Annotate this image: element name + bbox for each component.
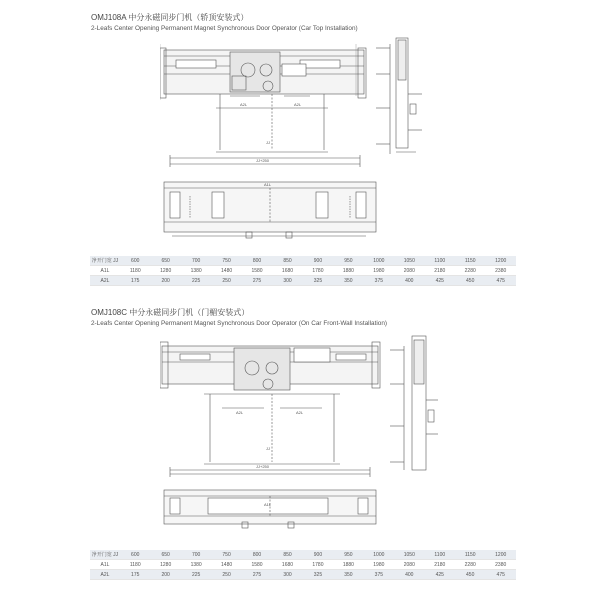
table-cell: 1580 [242, 266, 272, 276]
table-cell: 1180 [120, 266, 150, 276]
table-cell: 600 [120, 550, 150, 560]
section-1-side-view-drawing [368, 34, 424, 164]
section-2-jj-label: JJ [266, 446, 270, 451]
section-2-top-view-drawing [160, 486, 382, 532]
table-cell: 325 [303, 570, 333, 580]
table-cell: 175 [120, 276, 150, 286]
table-cell: 275 [242, 570, 272, 580]
section-2-a2l-left: A2L [236, 410, 244, 415]
table-cell: 350 [333, 276, 363, 286]
table-cell: 2380 [485, 560, 516, 570]
section-1-jj-label: JJ [266, 140, 270, 145]
section-1-gap-label: JJ+250 [256, 158, 270, 163]
table-cell: 425 [425, 570, 455, 580]
table-cell: 1980 [364, 560, 394, 570]
section-2-side-view-drawing [384, 330, 440, 480]
table-cell: 200 [150, 570, 180, 580]
table-cell: 2280 [455, 560, 485, 570]
table-cell: 800 [242, 256, 272, 266]
table-cell: 300 [272, 570, 302, 580]
table-cell: 1480 [211, 560, 241, 570]
table-cell: 1880 [333, 560, 363, 570]
table-cell: 475 [485, 276, 516, 286]
section-1-top-view-drawing [160, 178, 382, 242]
table-cell: 1000 [364, 550, 394, 560]
section-1-a1l-label: A1L [264, 182, 272, 187]
table-cell: 850 [272, 256, 302, 266]
table-cell: 200 [150, 276, 180, 286]
table-cell: 1780 [303, 266, 333, 276]
table-cell: 250 [211, 570, 241, 580]
table-cell: 1200 [485, 550, 516, 560]
table-cell: 300 [272, 276, 302, 286]
table-cell: 1000 [364, 256, 394, 266]
table-cell: 1050 [394, 550, 424, 560]
section-2-gap-label: JJ+250 [256, 464, 270, 469]
section-1-spec-table [90, 256, 516, 286]
table-cell: 2380 [485, 266, 516, 276]
table-cell: 700 [181, 550, 211, 560]
table-row [90, 266, 516, 276]
table-cell: 400 [394, 570, 424, 580]
table-cell: 950 [333, 256, 363, 266]
row-label: 净开门宽 JJ [91, 258, 119, 264]
row-label: A2L [90, 570, 120, 580]
table-cell: 450 [455, 276, 485, 286]
section-2-a2l-right: A2L [296, 410, 304, 415]
row-label: A2L [90, 276, 120, 286]
section-2-spec-table [90, 550, 516, 580]
table-cell: 1480 [211, 266, 241, 276]
table-cell: 475 [485, 570, 516, 580]
table-cell: 1100 [425, 550, 455, 560]
section-1-a2l-left: A2L [240, 102, 248, 107]
table-cell: 950 [333, 550, 363, 560]
table-cell: 1380 [181, 266, 211, 276]
section-1-front-view-drawing [160, 40, 370, 170]
table-cell: 1280 [150, 560, 180, 570]
table-cell: 225 [181, 276, 211, 286]
table-cell: 1150 [455, 256, 485, 266]
table-cell: 375 [364, 276, 394, 286]
table-cell: 425 [425, 276, 455, 286]
table-row [90, 550, 516, 560]
table-cell: 1050 [394, 256, 424, 266]
table-cell: 1680 [272, 560, 302, 570]
table-row [90, 560, 516, 570]
table-cell: 2180 [425, 560, 455, 570]
table-cell: 600 [120, 256, 150, 266]
table-cell: 1680 [272, 266, 302, 276]
row-label: A1L [90, 266, 120, 276]
table-cell: 400 [394, 276, 424, 286]
table-cell: 450 [455, 570, 485, 580]
table-cell: 175 [120, 570, 150, 580]
table-cell: 1780 [303, 560, 333, 570]
section-2-title: OMJ108C 中分永磁同步门机（门楣安装式） [91, 308, 250, 317]
section-2-a1l-label: A1L [264, 502, 272, 507]
table-cell: 1180 [120, 560, 150, 570]
section-2-subtitle: 2-Leafs Center Opening Permanent Magnet Synchronous Door Operator (On Car Front-Wall Installation) [91, 320, 388, 327]
table-cell: 250 [211, 276, 241, 286]
table-cell: 1880 [333, 266, 363, 276]
table-cell: 275 [242, 276, 272, 286]
table-cell: 2180 [425, 266, 455, 276]
table-cell: 750 [211, 256, 241, 266]
table-cell: 1100 [425, 256, 455, 266]
row-label: 净开门宽 JJ [91, 552, 119, 558]
section-1-title: OMJ108A 中分永磁同步门机（轿顶安装式） [91, 13, 249, 22]
table-cell: 800 [242, 550, 272, 560]
table-cell: 1380 [181, 560, 211, 570]
table-cell: 850 [272, 550, 302, 560]
section-1-a2l-right: A2L [294, 102, 302, 107]
row-label: A1L [90, 560, 120, 570]
table-cell: 350 [333, 570, 363, 580]
section-1-subtitle: 2-Leafs Center Opening Permanent Magnet Synchronous Door Operator (Car Top Installation) [91, 25, 358, 32]
table-cell: 650 [150, 256, 180, 266]
table-cell: 1280 [150, 266, 180, 276]
table-cell: 1580 [242, 560, 272, 570]
table-cell: 2080 [394, 266, 424, 276]
table-cell: 1200 [485, 256, 516, 266]
table-cell: 1980 [364, 266, 394, 276]
table-row [90, 256, 516, 266]
table-cell: 650 [150, 550, 180, 560]
table-cell: 2280 [455, 266, 485, 276]
table-cell: 225 [181, 570, 211, 580]
table-cell: 900 [303, 550, 333, 560]
table-cell: 2080 [394, 560, 424, 570]
table-row [90, 570, 516, 580]
table-cell: 375 [364, 570, 394, 580]
section-2-front-view-drawing [160, 338, 382, 478]
table-cell: 325 [303, 276, 333, 286]
table-cell: 700 [181, 256, 211, 266]
table-row [90, 276, 516, 286]
table-cell: 750 [211, 550, 241, 560]
table-cell: 900 [303, 256, 333, 266]
table-cell: 1150 [455, 550, 485, 560]
